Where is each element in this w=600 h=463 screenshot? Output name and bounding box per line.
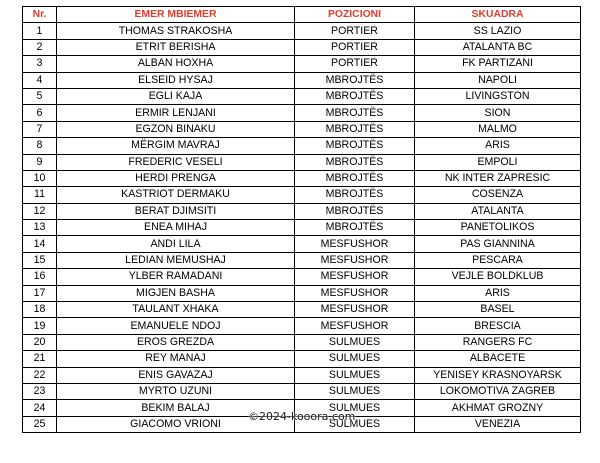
cell-nr: 11	[23, 187, 57, 203]
cell-player-name: EGZON BINAKU	[57, 121, 295, 137]
header-position: POZICIONI	[295, 7, 415, 23]
cell-position: MBROJTËS	[295, 105, 415, 121]
header-row	[23, 7, 581, 23]
cell-team: ARIS	[415, 285, 581, 301]
table-row	[23, 351, 581, 367]
cell-team: ATALANTA BC	[415, 39, 581, 55]
cell-player-name: HERDI PRENGA	[57, 170, 295, 186]
table-row	[23, 56, 581, 72]
table-row	[23, 318, 581, 334]
cell-position: PORTIER	[295, 39, 415, 55]
cell-position: MBROJTËS	[295, 154, 415, 170]
cell-player-name: BERAT DJIMSITI	[57, 203, 295, 219]
cell-player-name: ERMIR LENJANI	[57, 105, 295, 121]
cell-position: MESFUSHOR	[295, 269, 415, 285]
cell-nr: 17	[23, 285, 57, 301]
cell-team: NK INTER ZAPRESIC	[415, 170, 581, 186]
cell-team: PAS GIANNINA	[415, 236, 581, 252]
cell-player-name: ETRIT BERISHA	[57, 39, 295, 55]
cell-nr: 14	[23, 236, 57, 252]
table-row	[23, 72, 581, 88]
cell-nr: 18	[23, 302, 57, 318]
cell-player-name: EROS GREZDA	[57, 334, 295, 350]
cell-position: MBROJTËS	[295, 138, 415, 154]
cell-team: ALBACETE	[415, 351, 581, 367]
cell-player-name: BEKIM BALAJ	[57, 400, 295, 416]
cell-position: PORTIER	[295, 56, 415, 72]
roster-sheet	[22, 6, 580, 433]
cell-position: SULMUES	[295, 367, 415, 383]
cell-team: MALMO	[415, 121, 581, 137]
table-row	[23, 416, 581, 432]
header-nr: Nr.	[23, 7, 57, 23]
cell-team: LOKOMOTIVA ZAGREB	[415, 383, 581, 399]
cell-position: MBROJTËS	[295, 220, 415, 236]
cell-nr: 7	[23, 121, 57, 137]
cell-position: SULMUES	[295, 400, 415, 416]
table-row	[23, 400, 581, 416]
cell-position: MBROJTËS	[295, 121, 415, 137]
cell-team: PESCARA	[415, 252, 581, 268]
table-row	[23, 39, 581, 55]
cell-player-name: MËRGIM MAVRAJ	[57, 138, 295, 154]
cell-nr: 3	[23, 56, 57, 72]
squad-table	[22, 6, 581, 433]
cell-team: YENISEY KRASNOYARSK	[415, 367, 581, 383]
cell-position: MESFUSHOR	[295, 318, 415, 334]
table-row	[23, 252, 581, 268]
cell-team: AKHMAT GROZNY	[415, 400, 581, 416]
cell-nr: 2	[23, 39, 57, 55]
cell-nr: 13	[23, 220, 57, 236]
cell-team: VEJLE BOLDKLUB	[415, 269, 581, 285]
cell-nr: 20	[23, 334, 57, 350]
table-row	[23, 334, 581, 350]
cell-nr: 5	[23, 88, 57, 104]
cell-nr: 1	[23, 23, 57, 39]
cell-player-name: KASTRIOT DERMAKU	[57, 187, 295, 203]
table-row	[23, 121, 581, 137]
cell-player-name: ENIS GAVAZAJ	[57, 367, 295, 383]
cell-nr: 10	[23, 170, 57, 186]
cell-player-name: YLBER RAMADANI	[57, 269, 295, 285]
cell-team: BASEL	[415, 302, 581, 318]
cell-position: PORTIER	[295, 23, 415, 39]
cell-team: PANETOLIKOS	[415, 220, 581, 236]
cell-player-name: THOMAS STRAKOSHA	[57, 23, 295, 39]
cell-player-name: ALBAN HOXHA	[57, 56, 295, 72]
cell-player-name: EMANUELE NDOJ	[57, 318, 295, 334]
cell-player-name: GIACOMO VRIONI	[57, 416, 295, 432]
cell-team: SION	[415, 105, 581, 121]
cell-nr: 8	[23, 138, 57, 154]
cell-nr: 25	[23, 416, 57, 432]
table-row	[23, 23, 581, 39]
cell-nr: 21	[23, 351, 57, 367]
table-row	[23, 285, 581, 301]
cell-player-name: REY MANAJ	[57, 351, 295, 367]
cell-position: MBROJTËS	[295, 203, 415, 219]
cell-position: MBROJTËS	[295, 88, 415, 104]
cell-position: MESFUSHOR	[295, 236, 415, 252]
table-row	[23, 105, 581, 121]
cell-position: MBROJTËS	[295, 72, 415, 88]
cell-team: ARIS	[415, 138, 581, 154]
cell-player-name: MIGJEN BASHA	[57, 285, 295, 301]
cell-nr: 15	[23, 252, 57, 268]
cell-position: MESFUSHOR	[295, 252, 415, 268]
table-row	[23, 383, 581, 399]
cell-nr: 9	[23, 154, 57, 170]
cell-position: SULMUES	[295, 383, 415, 399]
cell-team: COSENZA	[415, 187, 581, 203]
cell-player-name: TAULANT XHAKA	[57, 302, 295, 318]
cell-team: ATALANTA	[415, 203, 581, 219]
table-row	[23, 236, 581, 252]
header-team: SKUADRA	[415, 7, 581, 23]
cell-team: VENEZIA	[415, 416, 581, 432]
cell-team: FK PARTIZANI	[415, 56, 581, 72]
cell-nr: 22	[23, 367, 57, 383]
table-row	[23, 367, 581, 383]
cell-position: MESFUSHOR	[295, 302, 415, 318]
cell-position: MBROJTËS	[295, 187, 415, 203]
table-row	[23, 203, 581, 219]
table-row	[23, 154, 581, 170]
cell-nr: 4	[23, 72, 57, 88]
cell-position: MBROJTËS	[295, 170, 415, 186]
cell-team: BRESCIA	[415, 318, 581, 334]
cell-player-name: ENEA MIHAJ	[57, 220, 295, 236]
cell-team: EMPOLI	[415, 154, 581, 170]
cell-team: SS LAZIO	[415, 23, 581, 39]
cell-team: LIVINGSTON	[415, 88, 581, 104]
cell-position: MESFUSHOR	[295, 285, 415, 301]
table-row	[23, 187, 581, 203]
cell-team: RANGERS FC	[415, 334, 581, 350]
table-row	[23, 220, 581, 236]
cell-nr: 23	[23, 383, 57, 399]
cell-position: SULMUES	[295, 351, 415, 367]
table-row	[23, 88, 581, 104]
cell-player-name: EGLI KAJA	[57, 88, 295, 104]
table-body	[23, 23, 581, 433]
cell-player-name: LEDIAN MEMUSHAJ	[57, 252, 295, 268]
cell-nr: 16	[23, 269, 57, 285]
cell-position: SULMUES	[295, 416, 415, 432]
table-row	[23, 302, 581, 318]
cell-position: SULMUES	[295, 334, 415, 350]
cell-team: NAPOLI	[415, 72, 581, 88]
cell-player-name: FREDERIC VESELI	[57, 154, 295, 170]
header-name: EMER MBIEMER	[57, 7, 295, 23]
cell-player-name: ANDI LILA	[57, 236, 295, 252]
cell-player-name: MYRTO UZUNI	[57, 383, 295, 399]
watermark-text: ©2024-kooora.com	[248, 410, 356, 423]
table-row	[23, 170, 581, 186]
cell-nr: 12	[23, 203, 57, 219]
cell-nr: 24	[23, 400, 57, 416]
cell-nr: 6	[23, 105, 57, 121]
table-row	[23, 269, 581, 285]
cell-player-name: ELSEID HYSAJ	[57, 72, 295, 88]
cell-nr: 19	[23, 318, 57, 334]
table-header	[23, 7, 581, 23]
table-row	[23, 138, 581, 154]
